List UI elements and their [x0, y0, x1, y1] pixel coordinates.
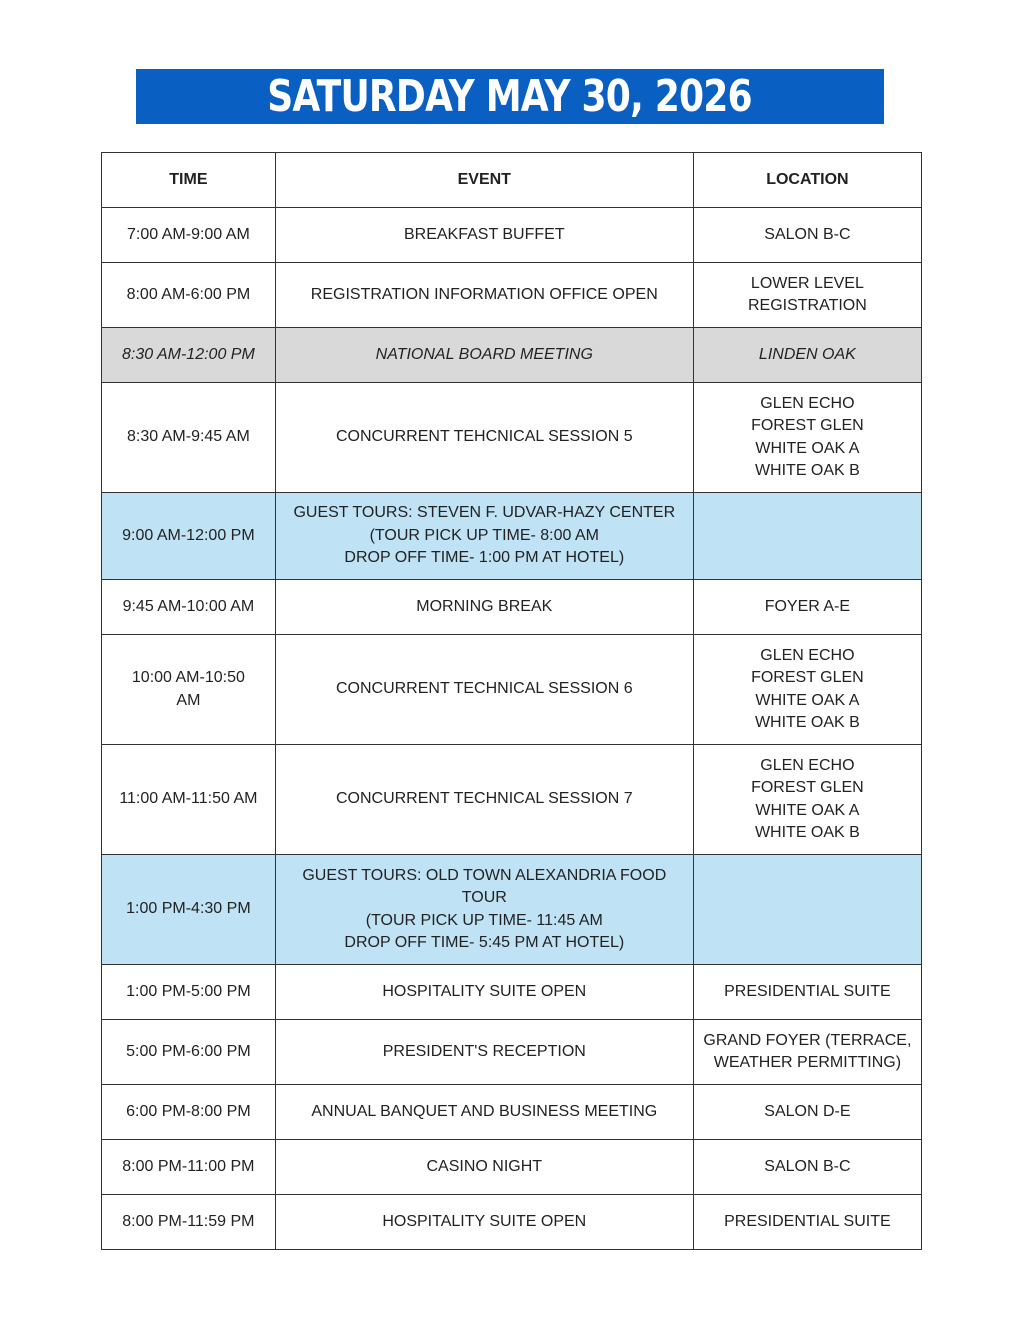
time-cell: 10:00 AM-10:50 AM	[102, 635, 276, 745]
event-cell: NATIONAL BOARD MEETING	[275, 328, 693, 383]
table-row	[102, 1085, 922, 1140]
table-row	[102, 383, 922, 493]
location-cell: GRAND FOYER (TERRACE, WEATHER PERMITTING)	[693, 1020, 921, 1085]
location-cell: GLEN ECHO FOREST GLEN WHITE OAK A WHITE OAK B	[693, 635, 921, 745]
table-row-guest-tour	[102, 855, 922, 965]
location-cell: SALON D-E	[693, 1085, 921, 1140]
time-cell: 8:30 AM-12:00 PM	[102, 328, 276, 383]
time-cell: 11:00 AM-11:50 AM	[102, 745, 276, 855]
location-cell: FOYER A-E	[693, 580, 921, 635]
table-row	[102, 635, 922, 745]
header-location: LOCATION	[693, 153, 921, 208]
table-row-guest-tour	[102, 493, 922, 580]
event-cell: PRESIDENT'S RECEPTION	[275, 1020, 693, 1085]
table-row	[102, 208, 922, 263]
time-cell: 8:00 AM-6:00 PM	[102, 263, 276, 328]
event-cell: CONCURRENT TECHNICAL SESSION 7	[275, 745, 693, 855]
event-cell: GUEST TOURS: STEVEN F. UDVAR-HAZY CENTER (TOUR PICK UP TIME- 8:00 AM DROP OFF TIME- 1:00 PM AT HOTEL)	[275, 493, 693, 580]
time-cell: 8:00 PM-11:59 PM	[102, 1195, 276, 1250]
event-cell: BREAKFAST BUFFET	[275, 208, 693, 263]
header-event: EVENT	[275, 153, 693, 208]
event-cell: CONCURRENT TEHCNICAL SESSION 5	[275, 383, 693, 493]
header-time: TIME	[102, 153, 276, 208]
table-row	[102, 1020, 922, 1085]
time-cell: 6:00 PM-8:00 PM	[102, 1085, 276, 1140]
event-cell: CONCURRENT TECHNICAL SESSION 6	[275, 635, 693, 745]
location-cell: SALON B-C	[693, 1140, 921, 1195]
table-row	[102, 965, 922, 1020]
table-row	[102, 745, 922, 855]
location-cell: GLEN ECHO FOREST GLEN WHITE OAK A WHITE OAK B	[693, 383, 921, 493]
table-row	[102, 1195, 922, 1250]
table-row	[102, 263, 922, 328]
location-cell: GLEN ECHO FOREST GLEN WHITE OAK A WHITE OAK B	[693, 745, 921, 855]
location-cell: SALON B-C	[693, 208, 921, 263]
table-row	[102, 580, 922, 635]
table-row-highlighted	[102, 328, 922, 383]
page-title: SATURDAY MAY 30, 2026	[267, 71, 753, 122]
time-cell: 1:00 PM-4:30 PM	[102, 855, 276, 965]
location-cell: LOWER LEVEL REGISTRATION	[693, 263, 921, 328]
location-cell: LINDEN OAK	[693, 328, 921, 383]
time-cell: 9:00 AM-12:00 PM	[102, 493, 276, 580]
event-cell: HOSPITALITY SUITE OPEN	[275, 965, 693, 1020]
header-row	[102, 153, 922, 208]
event-cell: ANNUAL BANQUET AND BUSINESS MEETING	[275, 1085, 693, 1140]
location-cell: PRESIDENTIAL SUITE	[693, 965, 921, 1020]
location-cell	[693, 493, 921, 580]
event-cell: MORNING BREAK	[275, 580, 693, 635]
event-cell: HOSPITALITY SUITE OPEN	[275, 1195, 693, 1250]
time-cell: 9:45 AM-10:00 AM	[102, 580, 276, 635]
time-cell: 1:00 PM-5:00 PM	[102, 965, 276, 1020]
location-cell: PRESIDENTIAL SUITE	[693, 1195, 921, 1250]
schedule-table	[101, 152, 922, 1250]
event-cell: GUEST TOURS: OLD TOWN ALEXANDRIA FOOD TOUR (TOUR PICK UP TIME- 11:45 AM DROP OFF TIME- 5:45 PM AT HOTEL)	[275, 855, 693, 965]
time-cell: 8:30 AM-9:45 AM	[102, 383, 276, 493]
time-cell: 7:00 AM-9:00 AM	[102, 208, 276, 263]
event-cell: CASINO NIGHT	[275, 1140, 693, 1195]
location-cell	[693, 855, 921, 965]
time-cell: 5:00 PM-6:00 PM	[102, 1020, 276, 1085]
table-row	[102, 1140, 922, 1195]
time-cell: 8:00 PM-11:00 PM	[102, 1140, 276, 1195]
event-cell: REGISTRATION INFORMATION OFFICE OPEN	[275, 263, 693, 328]
title-banner	[136, 69, 884, 124]
